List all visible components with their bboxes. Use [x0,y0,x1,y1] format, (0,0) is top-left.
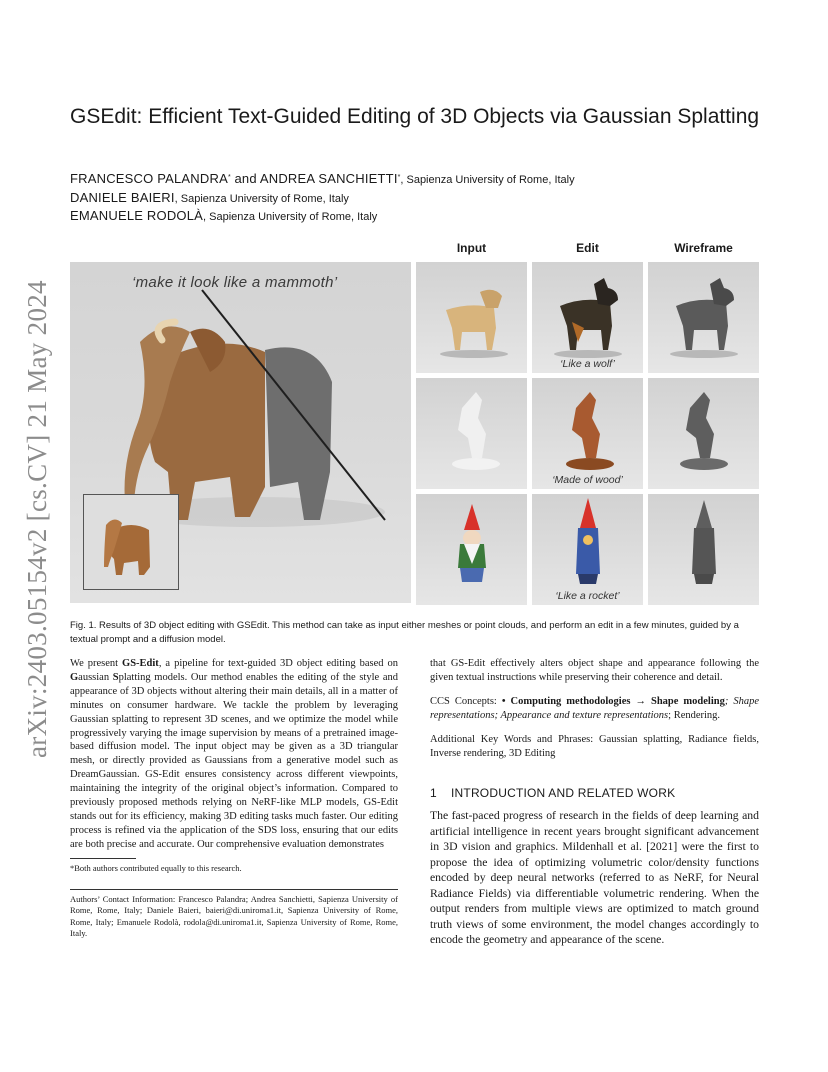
author-affiliation: , Sapienza University of Rome, Italy [400,174,575,186]
author-block [70,170,760,226]
author-affiliation: , Sapienza University of Rome, Italy [203,211,378,223]
paper-title: GSEdit: Efficient Text-Guided Editing of 3D Objects via Gaussian Splatting [70,105,760,128]
abstract-intro-2: , a pipeline for text-guided 3D object editing based on [158,658,398,669]
edit-caption-wood: ‘Made of wood’ [552,474,623,486]
introduction-paragraph: The fast-paced progress of research in the fields of deep learning and artificial intelligence in recent years brought significant advancement in 3D vision and graphics. Mildenhall et al. [2021] were the first to propose the idea of optimizing volumetric color/density functions encoded by deep neural networks (referred to as NeRF, for Neural Radiance Fields) via differentiable volumetric rendering. When the output renders from multiple views are optimized to match ground truth views of some environment, the model changes accordingly to encode the geometry and appearance of the scene. [430,809,759,946]
rocket-gnome-render [532,494,643,605]
ccs-bullet: • [501,695,511,707]
ccs-label: CCS Concepts: [430,695,502,707]
acronym-g: G [70,671,79,683]
figure-column-headers [416,241,759,257]
edit-prompt: ‘make it look like a mammoth’ [132,274,338,291]
abstract-body: platting models. Our method enables the editing of the style and appearance of 3D objects without altering their main details, all in a matter of minutes on consumer hardware. We tackle the problem by leveraging Gaussian splatting to represent 3D scenes, and we optimize the model while progressively varying the image supervision by means of a pretrained image-based diffusion model. The input object may be given as a 3D triangular mesh, or directly provided as Gaussians from a generative model such as DreamGaussian. GS-Edit ensures consistency across different viewpoints, maintaining the integrity of the original object’s information. Compared to previously proposed methods relying on NeRF-like MLP models, GS-Edit stands out for its efficiency, making 3D editing tasks much faster. Our editing process is refined via the application of the SDS loss, ensuring that our edits are both precise and accurate. Our comprehensive evaluation demonstrates [70,671,398,850]
teaser-mammoth-panel [70,262,411,603]
column-header-input: Input [456,241,487,255]
edit-caption-wolf: ‘Like a wolf’ [560,358,615,370]
cell-edit-rocket [532,494,643,605]
horse-wireframe-render [648,378,759,489]
horse-statue-render [416,378,527,489]
cell-input-horse [416,378,527,489]
equal-contribution-mark: * [397,174,401,181]
input-inset [83,494,179,590]
cell-input-gnome [416,494,527,605]
cell-input-dog [416,262,527,373]
abstract-intro: We present [70,658,123,669]
wolf-wireframe-render [648,262,759,373]
arxiv-stamp: arXiv:2403.05154v2 [cs.CV] 21 May 2024 [22,280,52,758]
abstract-continuation-block [430,657,759,760]
footnote-equal-contribution: *Both authors contributed equally to this research. [70,863,242,873]
wooden-horse-render [532,378,643,489]
author-name-palandra: FRANCESCO PALANDRA [70,171,228,186]
acronym-s: S [112,671,119,683]
author-affiliation: , Sapienza University of Rome, Italy [174,192,349,205]
cell-wireframe-rocket [648,494,759,605]
author-line-3 [70,207,760,226]
input-elephant-thumbnail [84,495,178,589]
abstract [70,657,398,852]
section-title: INTRODUCTION AND RELATED WORK [451,786,676,800]
ccs-secondary: ; Shape representations; Appearance and texture representations [430,695,760,721]
rocket-wireframe-render [648,494,759,605]
section-number: 1 [430,786,437,800]
abstract-continuation: that GS-Edit effectively alters object shape and appearance following the given textual instructions while preserving their coherence and detail. [430,658,759,683]
cell-wireframe-wood [648,378,759,489]
wolf-render [532,262,643,373]
cell-edit-wood [532,378,643,489]
footnote-rule [70,858,136,859]
contact-rule [70,889,398,890]
column-header-wireframe: Wireframe [674,241,733,255]
equal-contribution-mark: * [227,174,231,181]
ccs-end: ; Rendering. [668,709,721,721]
author-name-baieri: DANIELE BAIERI [70,189,175,205]
figure-caption: Fig. 1. Results of 3D object editing with GSEdit. This method can take as input either meshes or point clouds, and perform an edit in a few minutes, guided by a textual prompt and a diffusion model. [70,620,739,645]
cell-edit-wolf [532,262,643,373]
cell-wireframe-wolf [648,262,759,373]
contact-information: Authors’ Contact Information: Francesco Palandra; Andrea Sanchietti, Sapienza University of Rome, Rome, Italy; Daniele Baieri, baieri@di.uniroma1.it, Sapienza University of Rome, Rome, Italy; Emanuele Rodolà, rodola@di.uniroma1.it, Sapienza University of Rome, Rome, Italy. [70,894,398,939]
ccs-primary: Computing methodologies → Shape modeling [510,695,725,707]
abstract-word-aussian: aussian [78,671,113,683]
gnome-render [416,494,527,605]
author-line-2 [70,189,760,208]
column-header-edit: Edit [576,241,599,255]
author-line-1 [70,170,760,189]
edit-caption-rocket: ‘Like a rocket’ [555,590,620,602]
author-name-sanchietti: and ANDREA SANCHIETTI [230,171,398,186]
dog-render [416,262,527,373]
section-heading-intro [430,786,675,800]
author-name-rodola: EMANUELE RODOLÀ [70,208,204,223]
ccs-concepts [430,695,759,723]
keywords: Additional Key Words and Phrases: Gaussian splatting, Radiance fields, Inverse rendering, 3D Editing [430,733,759,759]
method-name: GS-Edit [122,658,159,669]
